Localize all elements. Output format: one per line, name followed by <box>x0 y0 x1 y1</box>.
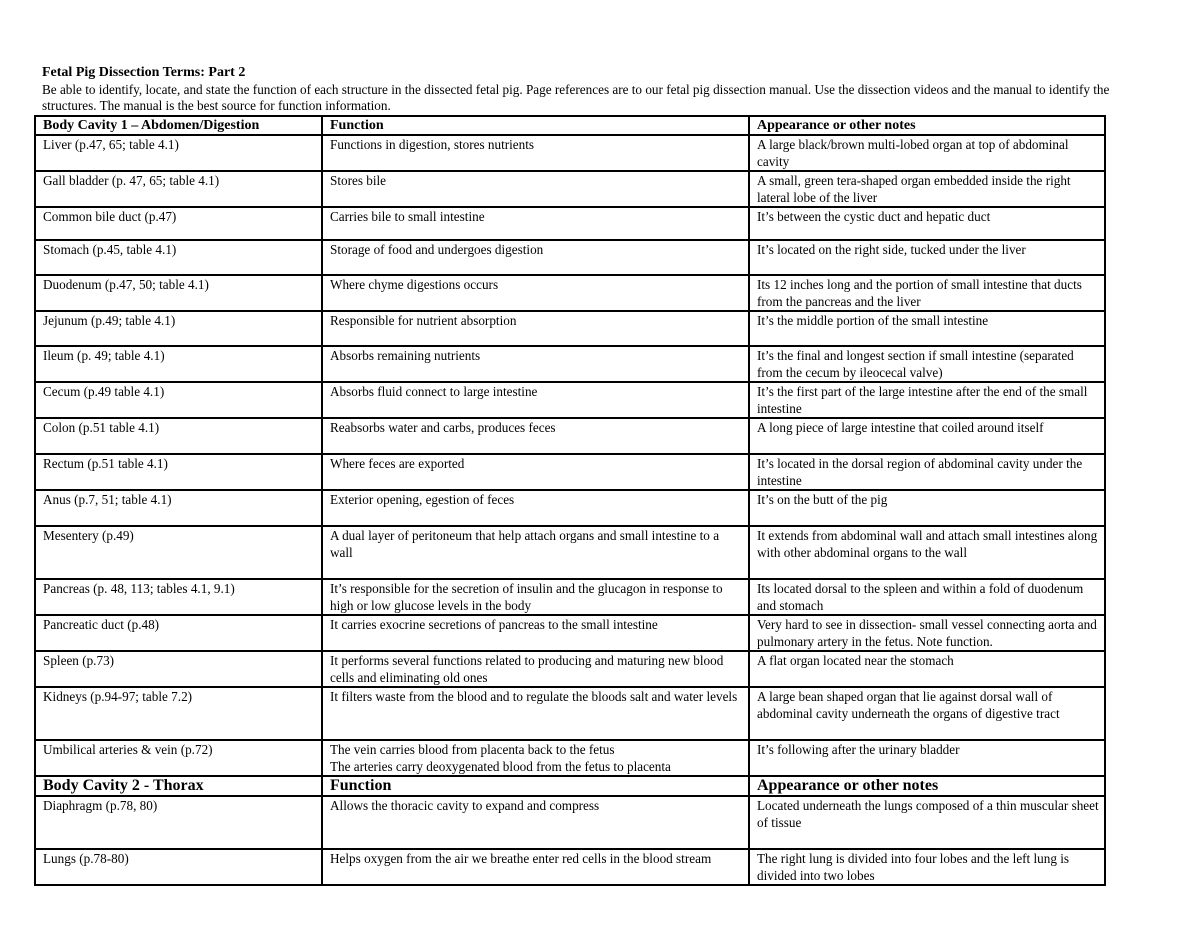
notes-cell: Very hard to see in dissection- small vessel connecting aorta and pulmonary artery in the fetus. Note function. <box>749 615 1105 651</box>
term-cell: Ileum (p. 49; table 4.1) <box>35 346 322 382</box>
table-row <box>35 240 1105 275</box>
table-row <box>35 526 1105 579</box>
notes-cell: A large black/brown multi-lobed organ at top of abdominal cavity <box>749 135 1105 171</box>
document-title: Fetal Pig Dissection Terms: Part 2 <box>42 65 246 80</box>
table-row <box>35 311 1105 346</box>
notes-cell: Its 12 inches long and the portion of small intestine that ducts from the pancreas and the liver <box>749 275 1105 311</box>
table-row <box>35 207 1105 240</box>
dissection-terms-table <box>34 115 1106 886</box>
term-cell: Lungs (p.78-80) <box>35 849 322 885</box>
table-row <box>35 135 1105 171</box>
term-cell: Diaphragm (p.78, 80) <box>35 796 322 849</box>
function-cell: Exterior opening, egestion of feces <box>322 490 749 526</box>
table-row <box>35 454 1105 490</box>
notes-cell: It’s following after the urinary bladder <box>749 740 1105 776</box>
term-cell: Pancreas (p. 48, 113; tables 4.1, 9.1) <box>35 579 322 615</box>
term-cell: Jejunum (p.49; table 4.1) <box>35 311 322 346</box>
function-cell: Allows the thoracic cavity to expand and compress <box>322 796 749 849</box>
term-cell: Stomach (p.45, table 4.1) <box>35 240 322 275</box>
table-row <box>35 796 1105 849</box>
term-cell: Spleen (p.73) <box>35 651 322 687</box>
function-cell: Storage of food and undergoes digestion <box>322 240 749 275</box>
notes-cell: It’s located on the right side, tucked under the liver <box>749 240 1105 275</box>
document-page <box>34 64 1110 886</box>
notes-cell: It’s on the butt of the pig <box>749 490 1105 526</box>
notes-cell: The right lung is divided into four lobes and the left lung is divided into two lobes <box>749 849 1105 885</box>
table-row <box>35 171 1105 207</box>
function-cell: It carries exocrine secretions of pancreas to the small intestine <box>322 615 749 651</box>
term-cell: Pancreatic duct (p.48) <box>35 615 322 651</box>
term-cell: Umbilical arteries & vein (p.72) <box>35 740 322 776</box>
function-cell: Carries bile to small intestine <box>322 207 749 240</box>
function-line: The vein carries blood from placenta back to the fetus <box>330 742 615 757</box>
function-cell: Where feces are exported <box>322 454 749 490</box>
term-cell: Duodenum (p.47, 50; table 4.1) <box>35 275 322 311</box>
term-cell: Gall bladder (p. 47, 65; table 4.1) <box>35 171 322 207</box>
section1-header-function: Function <box>322 116 749 135</box>
table-row <box>35 740 1105 776</box>
term-cell: Colon (p.51 table 4.1) <box>35 418 322 454</box>
term-cell: Rectum (p.51 table 4.1) <box>35 454 322 490</box>
notes-cell: Located underneath the lungs composed of a thin muscular sheet of tissue <box>749 796 1105 849</box>
function-cell: Helps oxygen from the air we breathe enter red cells in the blood stream <box>322 849 749 885</box>
notes-cell: A small, green tera-shaped organ embedded inside the right lateral lobe of the liver <box>749 171 1105 207</box>
section2-header-term: Body Cavity 2 - Thorax <box>35 776 322 796</box>
table-row <box>35 490 1105 526</box>
notes-cell: It’s the first part of the large intestine after the end of the small intestine <box>749 382 1105 418</box>
table-row <box>35 615 1105 651</box>
notes-cell: It extends from abdominal wall and attach small intestines along with other abdominal organs to the wall <box>749 526 1105 579</box>
table-row <box>35 418 1105 454</box>
table-row <box>35 579 1105 615</box>
section2-header-row <box>35 776 1105 796</box>
notes-cell: Its located dorsal to the spleen and within a fold of duodenum and stomach <box>749 579 1105 615</box>
notes-cell: A large bean shaped organ that lie against dorsal wall of abdominal cavity underneath the organs of digestive tract <box>749 687 1105 740</box>
term-cell: Mesentery (p.49) <box>35 526 322 579</box>
notes-cell: It’s located in the dorsal region of abdominal cavity under the intestine <box>749 454 1105 490</box>
term-cell: Liver (p.47, 65; table 4.1) <box>35 135 322 171</box>
table-row <box>35 275 1105 311</box>
section2-header-notes: Appearance or other notes <box>749 776 1105 796</box>
function-cell: Reabsorbs water and carbs, produces feces <box>322 418 749 454</box>
section1-header-row <box>35 116 1105 135</box>
function-cell: It filters waste from the blood and to regulate the bloods salt and water levels <box>322 687 749 740</box>
notes-cell: It’s the final and longest section if small intestine (separated from the cecum by ileocecal valve) <box>749 346 1105 382</box>
function-cell: Absorbs fluid connect to large intestine <box>322 382 749 418</box>
function-cell: Stores bile <box>322 171 749 207</box>
function-cell: Responsible for nutrient absorption <box>322 311 749 346</box>
notes-cell: It’s the middle portion of the small intestine <box>749 311 1105 346</box>
term-cell: Common bile duct (p.47) <box>35 207 322 240</box>
section2-header-function: Function <box>322 776 749 796</box>
document-intro: Be able to identify, locate, and state the function of each structure in the dissected fetal pig. Page references are to our fetal pig dissection manual. Use the dissection videos and the manual to identify the structures. The manual is the best source for function information. <box>42 82 1110 113</box>
section1-header-notes: Appearance or other notes <box>749 116 1105 135</box>
table-row <box>35 346 1105 382</box>
function-cell: Where chyme digestions occurs <box>322 275 749 311</box>
notes-cell: A long piece of large intestine that coiled around itself <box>749 418 1105 454</box>
term-cell: Cecum (p.49 table 4.1) <box>35 382 322 418</box>
table-row <box>35 849 1105 885</box>
function-cell: Absorbs remaining nutrients <box>322 346 749 382</box>
function-cell: Functions in digestion, stores nutrients <box>322 135 749 171</box>
term-cell: Kidneys (p.94-97; table 7.2) <box>35 687 322 740</box>
table-row <box>35 687 1105 740</box>
notes-cell: It’s between the cystic duct and hepatic duct <box>749 207 1105 240</box>
table-row <box>35 382 1105 418</box>
function-cell: A dual layer of peritoneum that help attach organs and small intestine to a wall <box>322 526 749 579</box>
table-row <box>35 651 1105 687</box>
function-cell: It performs several functions related to producing and maturing new blood cells and eliminating old ones <box>322 651 749 687</box>
term-cell: Anus (p.7, 51; table 4.1) <box>35 490 322 526</box>
notes-cell: A flat organ located near the stomach <box>749 651 1105 687</box>
section1-header-term: Body Cavity 1 – Abdomen/Digestion <box>35 116 322 135</box>
function-cell: It’s responsible for the secretion of insulin and the glucagon in response to high or low glucose levels in the body <box>322 579 749 615</box>
function-cell <box>322 740 749 776</box>
function-line: The arteries carry deoxygenated blood from the fetus to placenta <box>330 759 671 774</box>
